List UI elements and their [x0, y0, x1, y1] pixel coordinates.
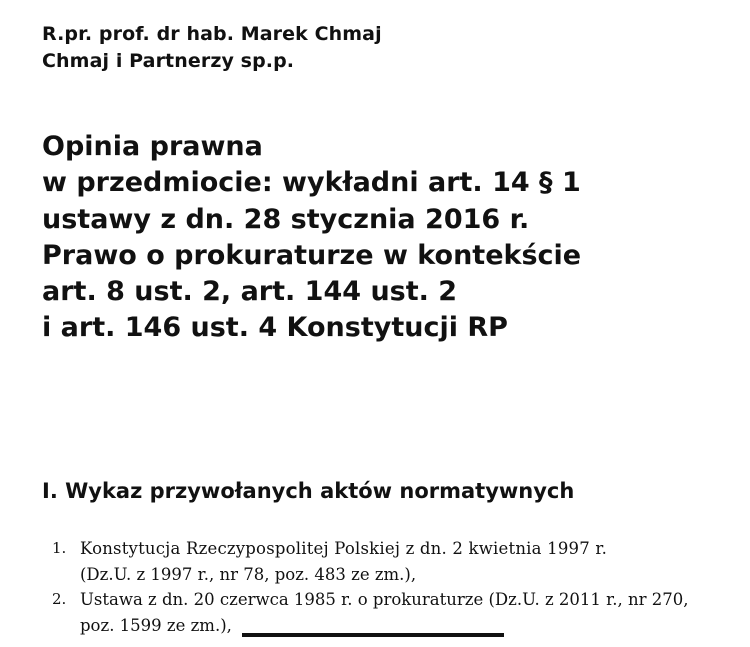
author-firm: Chmaj i Partnerzy sp.p. — [42, 50, 295, 72]
title-line: i art. 146 ust. 4 Konstytucji RP — [42, 312, 508, 344]
section-heading: I. Wykaz przywołanych aktów normatywnych — [42, 479, 575, 503]
list-item-text: Konstytucja Rzeczypospolitej Polskiej z dn. 2 kwietnia 1997 r. — [80, 539, 608, 558]
list-item-text: Ustawa z dn. 20 czerwca 1985 r. o prokuraturze (Dz.U. z 2011 r., nr 270, — [80, 590, 689, 609]
document-title — [42, 129, 581, 347]
title-line: Opinia prawna — [42, 131, 263, 162]
title-line: Prawo o prokuraturze w kontekście — [42, 239, 582, 271]
list-item-number: 2. — [52, 590, 67, 608]
title-line: w przedmiocie: wykładni art. 14 § 1 — [42, 167, 581, 199]
author-name: R.pr. prof. dr hab. Marek Chmaj — [42, 23, 382, 45]
title-line: ustawy z dn. 28 stycznia 2016 r. — [42, 203, 530, 235]
title-line: art. 8 ust. 2, art. 144 ust. 2 — [42, 276, 458, 308]
footnote-separator — [242, 633, 504, 637]
list-item-text: poz. 1599 ze zm.), — [80, 615, 232, 635]
author-block — [42, 21, 382, 75]
acts-list — [52, 536, 712, 638]
list-item — [52, 587, 712, 638]
list-item-text: (Dz.U. z 1997 r., nr 78, poz. 483 ze zm.), — [80, 564, 417, 584]
list-item — [52, 536, 712, 587]
list-item-number: 1. — [52, 539, 67, 557]
